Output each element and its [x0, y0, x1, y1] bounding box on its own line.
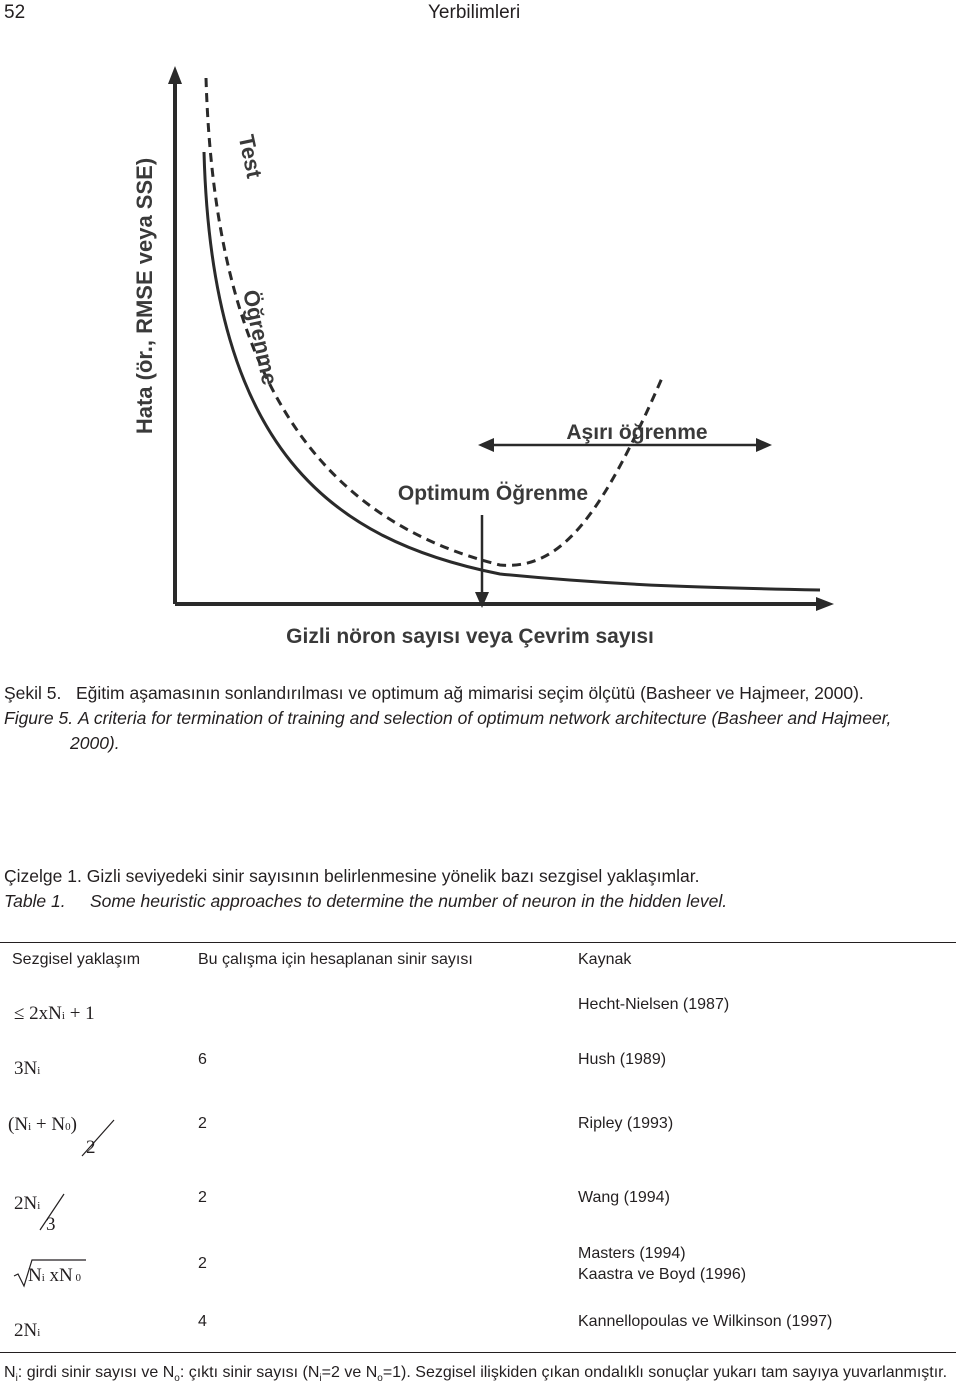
figure-caption-en-line2: 2000).: [70, 733, 120, 753]
overfitting-label: Aşırı öğrenme: [566, 421, 708, 444]
table-row-source: Kannellopoulas ve Wilkinson (1997): [578, 1313, 833, 1330]
figure-overfitting-chart: [0, 0, 960, 660]
formula-wang-denominator: 3: [46, 1214, 56, 1235]
table-row-value: 2: [198, 1189, 207, 1206]
y-axis-arrowhead: [168, 66, 182, 84]
table-caption-tr-text: Gizli seviyedeki sinir sayısının belirlenmesine yönelik bazı sezgisel yaklaşımlar.: [86, 866, 700, 886]
figure-caption-tr: [4, 681, 954, 705]
table-row-value: 6: [198, 1051, 207, 1068]
formula-ripley-slash: [78, 1116, 118, 1160]
table-top-rule: [0, 942, 956, 943]
training-curve-label: Öğrenme: [238, 287, 283, 388]
table-row-value: 2: [198, 1255, 207, 1272]
formula-masters: Ni xN 0: [28, 1265, 82, 1286]
footnote-part: =1). Sezgisel ilişkiden çıkan ondalıklı sonuçlar yukarı tam sayıya yuvarlanmıştır.: [382, 1364, 948, 1381]
x-axis-arrowhead: [816, 597, 834, 611]
table-row-source: Masters (1994): [578, 1245, 686, 1262]
test-curve-label: Test: [233, 132, 268, 181]
table-caption-en-text: Some heuristic approaches to determine the number of neuron in the hidden level.: [89, 891, 728, 911]
footnote-subscript: o: [377, 1373, 383, 1384]
table-row-source: Ripley (1993): [578, 1115, 674, 1132]
footnote-subscript: o: [174, 1373, 180, 1384]
table-row-value: 4: [198, 1313, 207, 1330]
table-header-approach: Sezgisel yaklaşım: [12, 951, 141, 968]
table-row-source-2: Kaastra ve Boyd (1996): [578, 1266, 747, 1283]
footnote-subscript: i: [319, 1373, 322, 1384]
formula-ripley: (Ni + N0): [8, 1114, 77, 1135]
y-axis-label: Hata (ör., RMSE veya SSE): [132, 157, 157, 435]
figure-caption-tr-text: Eğitim aşamasının sonlandırılması ve optimum ağ mimarisi seçim ölçütü (Basheer ve Hajmeer, 2000).: [75, 683, 864, 703]
footnote-part: : çıktı sinir sayısı (N: [179, 1364, 320, 1381]
table-row-source: Hecht-Nielsen (1987): [578, 996, 730, 1013]
table-bottom-rule: [0, 1352, 956, 1353]
footnote-part: =2 ve N: [321, 1364, 378, 1381]
footnote-part: : girdi sinir sayısı ve N: [17, 1364, 175, 1381]
table-row-source: Hush (1989): [578, 1051, 667, 1068]
formula-hecht-nielsen: ≤ 2xNi + 1: [14, 1003, 95, 1024]
figure-caption-en-prefix: Figure 5.: [4, 708, 74, 728]
training-curve: [204, 152, 820, 590]
figure-caption-en-text: A criteria for termination of training and selection of optimum network architecture (Basheer and Hajmeer,: [77, 708, 892, 728]
page-number: 52: [4, 2, 26, 23]
table-header-computed: Bu çalışma için hesaplanan sinir sayısı: [198, 951, 473, 968]
figure-caption-en: [4, 706, 954, 730]
x-axis-label: Gizli nöron sayısı veya Çevrim sayısı: [286, 625, 654, 648]
table-row-value: 2: [198, 1115, 207, 1132]
table-caption-tr-prefix: Çizelge 1.: [4, 866, 82, 886]
formula-hush: 3Ni: [14, 1058, 41, 1079]
table-header-source: Kaynak: [578, 951, 632, 968]
optimum-label: Optimum Öğrenme: [397, 482, 589, 505]
journal-title: Yerbilimleri: [428, 2, 521, 23]
overfitting-arrowhead-right: [756, 438, 772, 452]
table-caption-tr: [4, 864, 699, 888]
table-row-source: Wang (1994): [578, 1189, 670, 1206]
table-caption-en-prefix: Table 1.: [4, 891, 66, 911]
footnote-part: N: [4, 1364, 16, 1381]
figure-caption-tr-prefix: Şekil 5.: [4, 683, 62, 703]
overfitting-arrowhead-left: [478, 438, 494, 452]
formula-kannellopoulas: 2Ni: [14, 1320, 41, 1341]
formula-ripley-denominator: 2: [86, 1137, 96, 1158]
footnote-subscript: i: [15, 1373, 18, 1384]
table-footnote: [4, 1364, 947, 1384]
formula-wang: 2Ni: [14, 1193, 41, 1214]
table-caption-en: [4, 889, 727, 913]
